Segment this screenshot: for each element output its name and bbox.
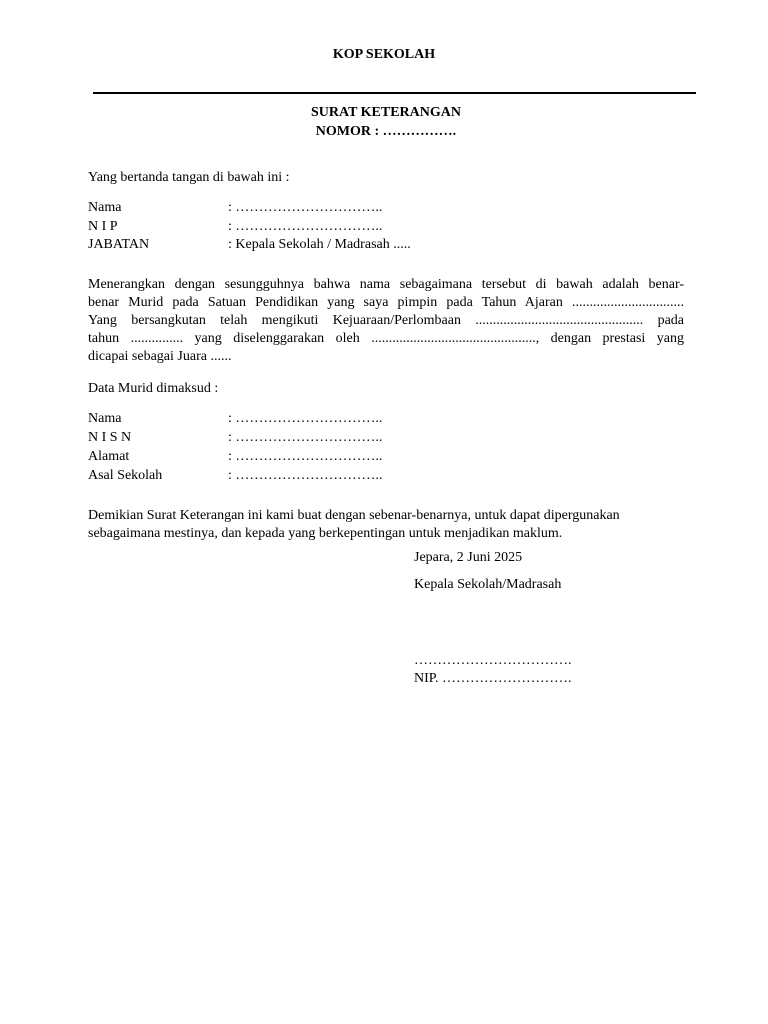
field-value: : …………………………..	[228, 200, 383, 215]
student-row-nisn	[88, 429, 688, 447]
signer-row-jabatan	[88, 236, 688, 254]
field-label: N I S N	[88, 430, 132, 445]
body-line: dicapai sebagai Juara ......	[88, 349, 232, 364]
signer-role: Kepala Sekolah/Madrasah	[414, 577, 562, 592]
field-value: : …………………………..	[228, 430, 383, 445]
field-label: Nama	[88, 411, 122, 426]
signer-name-line: …………………………….	[414, 653, 572, 668]
field-label: Nama	[88, 200, 122, 215]
field-value: : Kepala Sekolah / Madrasah .....	[228, 237, 411, 252]
closing-line: sebagaimana mestinya, dan kepada yang berkepentingan untuk menjadikan maklum.	[88, 526, 563, 541]
signer-row-nip	[88, 218, 688, 236]
student-row-asal-sekolah	[88, 467, 688, 485]
signer-nip-line: NIP. ……………………….	[414, 671, 572, 686]
header-divider	[93, 92, 696, 94]
signer-row-nama	[88, 199, 688, 217]
letter-number: NOMOR : …………….	[315, 124, 457, 139]
intro-text: Yang bertanda tangan di bawah ini :	[88, 170, 290, 185]
body-line: benar Murid pada Satuan Pendidikan yang saya pimpin pada Tahun Ajaran ................................	[88, 295, 684, 310]
place-date: Jepara, 2 Juni 2025	[414, 550, 523, 565]
field-label: Asal Sekolah	[88, 468, 163, 483]
kop-sekolah: KOP SEKOLAH	[332, 47, 436, 62]
body-line: Menerangkan dengan sesungguhnya bahwa nama sebagaimana tersebut di bawah adalah benar-	[88, 277, 684, 292]
body-line: tahun ............... yang diselenggarakan oleh ..............................................., dengan prestasi yang	[88, 331, 684, 346]
body-line: Yang bersangkutan telah mengikuti Kejuaraan/Perlombaan ................................................ pada	[88, 313, 684, 328]
field-value: : …………………………..	[228, 468, 383, 483]
field-label: JABATAN	[88, 237, 150, 252]
student-row-alamat	[88, 448, 688, 466]
body-paragraph	[88, 276, 684, 366]
closing-line: Demikian Surat Keterangan ini kami buat dengan sebenar-benarnya, untuk dapat dipergunakan	[88, 508, 620, 523]
field-label: Alamat	[88, 449, 130, 464]
closing-paragraph	[88, 507, 684, 543]
letter-title: SURAT KETERANGAN	[310, 105, 461, 120]
field-value: : …………………………..	[228, 411, 383, 426]
field-value: : …………………………..	[228, 219, 383, 234]
field-value: : …………………………..	[228, 449, 383, 464]
student-intro: Data Murid dimaksud :	[88, 381, 219, 396]
field-label: N I P	[88, 219, 118, 234]
student-row-nama	[88, 410, 688, 428]
